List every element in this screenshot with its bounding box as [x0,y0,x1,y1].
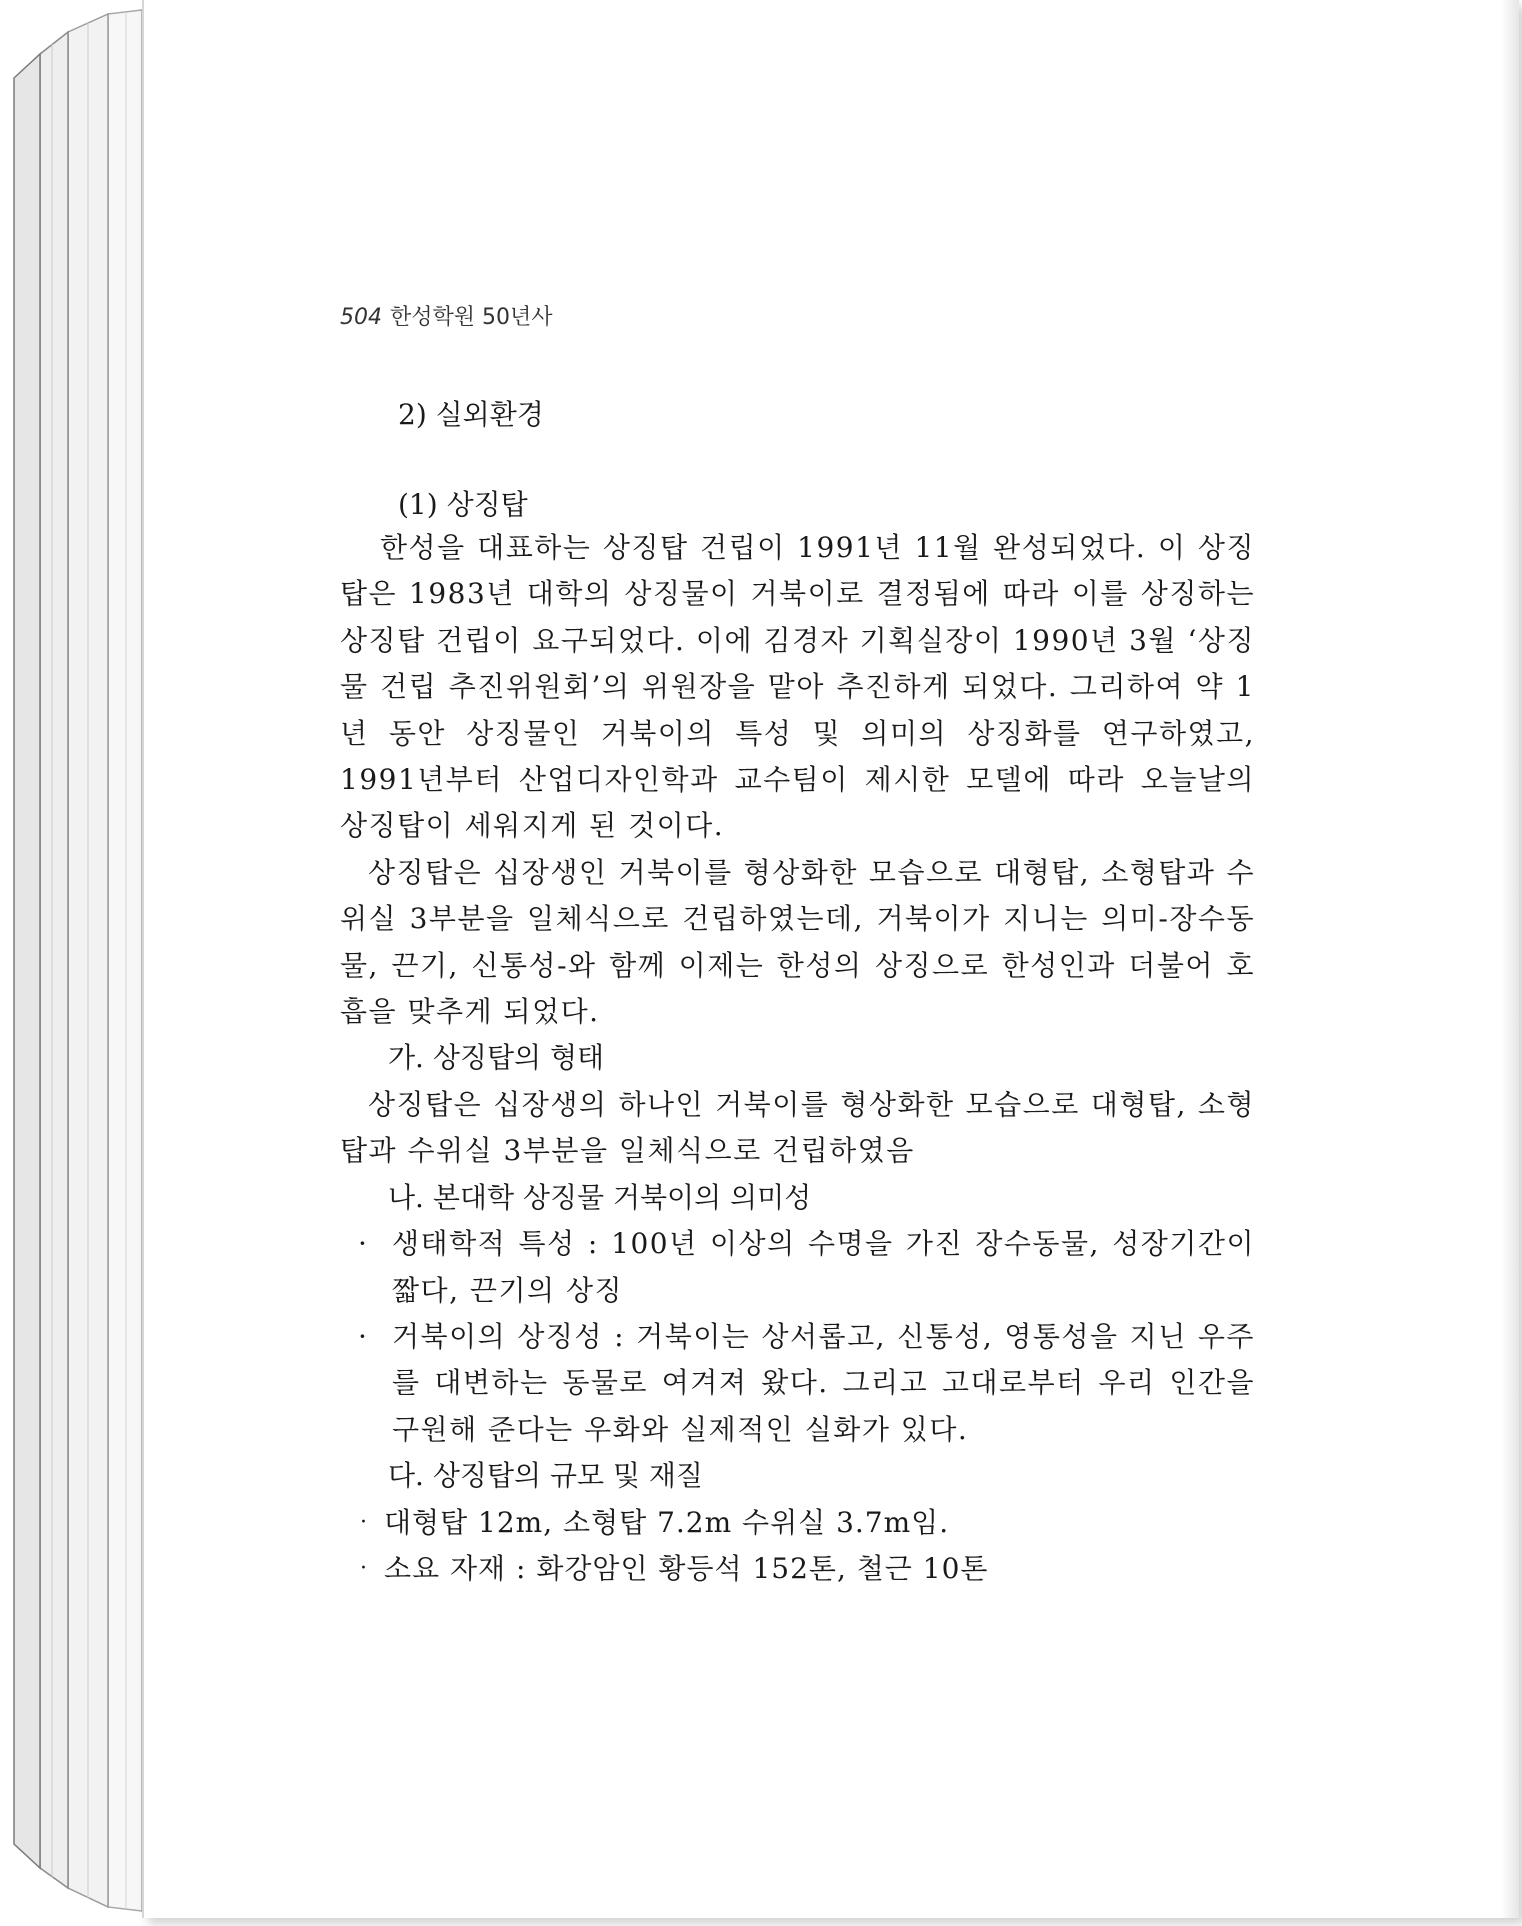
page-number: 504 [340,305,382,330]
spec-line [340,1500,1255,1546]
bullet-mark: · [358,1319,369,1353]
bullet-item [340,1314,1255,1453]
book-title: 한성학원 50년사 [390,305,553,330]
spec-line [340,1546,1255,1592]
bullet-mark: · [358,1227,369,1261]
dot-mark: · [360,1509,368,1535]
item-na-heading: 나. 본대학 상징물 거북이의 의미성 [388,1180,812,1214]
subsection-title: (1) 상징탑 [398,488,528,521]
item-da-heading: 다. 상징탑의 규모 및 재질 [388,1459,703,1493]
item-ga-heading: 가. 상징탑의 형태 [388,1041,605,1075]
book-page [142,0,1519,1918]
spec-text: 소요 자재 : 화강암인 황등석 152톤, 철근 10톤 [384,1551,989,1585]
page-edge-shadow [1501,0,1519,1918]
section-title: 2) 실외환경 [398,398,544,431]
dot-mark: · [360,1555,368,1581]
bullet-text: 생태학적 특성 : 100년 이상의 수명을 가진 장수동물, 성장기간이 짧다, 끈기의 상징 [392,1227,1255,1307]
paragraph-1: 한성을 대표하는 상징탑 건립이 1991년 11월 완성되었다. 이 상징탑은 1983년 대학의 상징물이 거북이로 결정됨에 따라 이를 상징하는 상징탑 건립이 요구되었다. 이에 김경자 기획실장이 1990년 3월 ‘상징물 건립 추진위원회’의 위원장을 맡아 추진하게 되었다. 그리하여 약 1년 동안 상징물인 거북이의 특성 및 의미의 상징화를 연구하였고, 1991년부터 산업디자인학과 교수팀이 제시한 모델에 따라 오늘날의 상징탑이 세워지게 된 것이다. [340,531,1255,843]
page-body [340,395,1255,1592]
bullet-text: 거북이의 상징성 : 거북이는 상서롭고, 신통성, 영통성을 지닌 우주를 대변하는 동물로 여겨져 왔다. 그리고 고대로부터 우리 인간을 구원해 준다는 우화와 실제적인 실화가 있다. [392,1319,1255,1446]
spec-text: 대형탑 12m, 소형탑 7.2m 수위실 3.7m임. [384,1505,950,1539]
bullet-item [340,1221,1255,1314]
item-ga-text: 상징탑은 십장생의 하나인 거북이를 형상화한 모습으로 대형탑, 소형탑과 수위실 3부분을 일체식으로 건립하였음 [340,1087,1255,1168]
running-header [340,300,553,331]
paragraph-2: 상징탑은 십장생인 거북이를 형상화한 모습으로 대형탑, 소형탑과 수위실 3부분을 일체식으로 건립하였는데, 거북이가 지니는 의미-장수동물, 끈기, 신통성-와 함께 이제는 한성의 상징으로 한성인과 더불어 호흡을 맞추게 되었다. [340,855,1255,1029]
